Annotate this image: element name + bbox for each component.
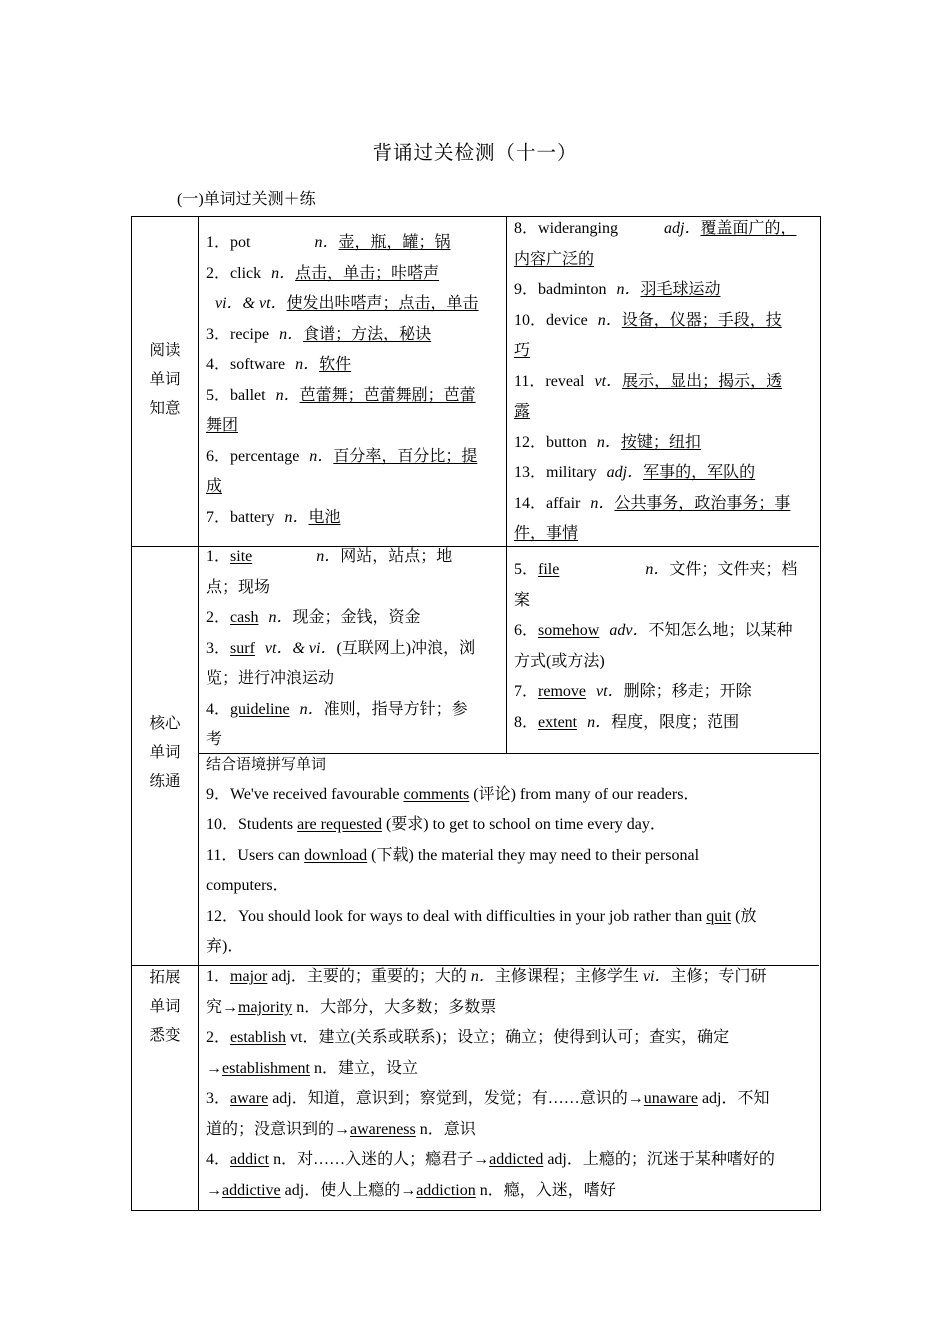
list-item: 13．military adj．军事的，军队的 [514, 464, 756, 481]
list-item: 3．aware adj．知道，意识到；察觉到，发觉；有……意识的→unaware adj．不知 [206, 1090, 770, 1107]
reading-label [132, 336, 198, 423]
list-item: 究→majority n．大部分，大多数；多数票 [206, 998, 497, 1016]
label-line: 悉变 [149, 1026, 181, 1044]
list-item-cont: 成 [206, 478, 223, 495]
list-item: 7．remove vt．删除；移走；开除 [514, 683, 752, 700]
spelling-heading: 结合语境拼写单词 [206, 755, 327, 773]
list-item: 3．recipe n．食谱；方法，秘诀 [206, 325, 432, 343]
list-item: 11．Users can download (下载) the material they may need to their personal [206, 846, 700, 864]
list-item-cont: 案 [514, 591, 531, 609]
list-item: 9．We've received favourable comments (评论) from many of our readers． [206, 785, 700, 803]
label-line: 核心 [149, 714, 181, 732]
list-item: →addictive adj．使人上瘾的→addiction n．瘾，入迷，嗜好 [206, 1181, 616, 1199]
expand-section [206, 962, 814, 1206]
label-line: 练通 [149, 772, 181, 790]
list-item: 12．button n．按键；纽扣 [514, 433, 701, 451]
list-item: 14．affair n．公共事务，政治事务；事 [514, 494, 791, 512]
list-item-cont: 考 [206, 731, 223, 748]
list-item: 3．surf vt．& vi．(互联网上)冲浪，浏 [206, 639, 476, 657]
reading-left-list [206, 228, 502, 533]
list-item: 2．establish vt．建立(关系或联系)；设立；确立；使得到认可；查实，确定 [206, 1029, 730, 1046]
label-column-divider [198, 217, 199, 1210]
list-item: 1．pot n．壶，瓶，罐；锅 [206, 234, 451, 251]
list-item-cont: 内容广泛的 [514, 250, 595, 268]
list-item: 4．guideline n．准则，指导方针；参 [206, 700, 468, 718]
list-item: →establishment n．建立，设立 [206, 1059, 418, 1077]
list-item: 1．site n．网站，站点；地 [206, 548, 453, 565]
list-item: 1．major adj．主要的；重要的；大的 n．主修课程；主修学生 vi．主修；专门研 [206, 968, 767, 985]
list-item-cont: computers． [206, 877, 289, 894]
reading-column-divider [506, 217, 507, 546]
section-subtitle: (一)单词过关测＋练 [177, 191, 316, 208]
label-line: 拓展 [149, 968, 181, 986]
list-item: 5．file n．文件；文件夹；档 [514, 561, 798, 578]
list-item-cont: 舞团 [206, 417, 239, 434]
list-item-cont: 点；现场 [206, 578, 271, 596]
core-left-list [206, 542, 502, 756]
list-item: 9．badminton n．羽毛球运动 [514, 281, 721, 298]
list-item-cont: 弃)． [206, 938, 244, 955]
label-line: 阅读 [149, 341, 181, 359]
list-item: 7．battery n．电池 [206, 508, 341, 526]
list-item: 6．somehow adv．不知怎么地；以某种 [514, 622, 793, 639]
list-item: vi．& vt．使发出咔嗒声；点击，单击 [215, 295, 479, 312]
list-item: 11．reveal vt．展示，显出；揭示，透 [514, 372, 783, 390]
list-item-cont: 览；进行冲浪运动 [206, 670, 335, 687]
label-line: 单词 [149, 743, 181, 761]
list-item-cont: 巧 [514, 342, 531, 359]
list-item: 4．software n．软件 [206, 356, 352, 373]
list-item: 5．ballet n．芭蕾舞；芭蕾舞剧；芭蕾 [206, 386, 476, 404]
list-item: 12．You should look for ways to deal with difficulties in your job rather than quit (放 [206, 907, 757, 925]
core-right-list [514, 555, 814, 738]
list-item: 8．extent n．程度，限度；范围 [514, 713, 740, 731]
page-title: 背诵过关检测（十一） [372, 141, 578, 164]
label-line: 单词 [149, 370, 181, 388]
list-item-cont: 露 [514, 403, 531, 420]
reading-right-list [514, 214, 814, 550]
label-line: 知意 [149, 399, 181, 417]
list-item: 道的；没意识到的→awareness n．意识 [206, 1120, 476, 1138]
list-item-cont: 件，事情 [514, 525, 579, 542]
list-item: 10．device n．设备，仪器；手段，技 [514, 311, 782, 329]
list-item: 10．Students are requested (要求) to get to school on time every day． [206, 816, 666, 833]
list-item: 2．cash n．现金；金钱，资金 [206, 609, 421, 626]
expand-label [132, 963, 198, 1050]
list-item: 6．percentage n．百分率，百分比；提 [206, 447, 478, 465]
list-item: 4．addict n．对……入迷的人；瘾君子→addicted adj．上瘾的；沉迷于某种嗜好的 [206, 1151, 775, 1168]
label-line: 单词 [149, 997, 181, 1015]
list-item: 2．click n．点击，单击；咔嗒声 [206, 264, 440, 282]
list-item-cont: 方式(或方法) [514, 652, 605, 670]
list-item: 8．wideranging adj．覆盖面广的， [514, 220, 797, 237]
core-column-divider [506, 546, 507, 753]
spelling-section [206, 749, 814, 963]
core-label [132, 709, 198, 796]
